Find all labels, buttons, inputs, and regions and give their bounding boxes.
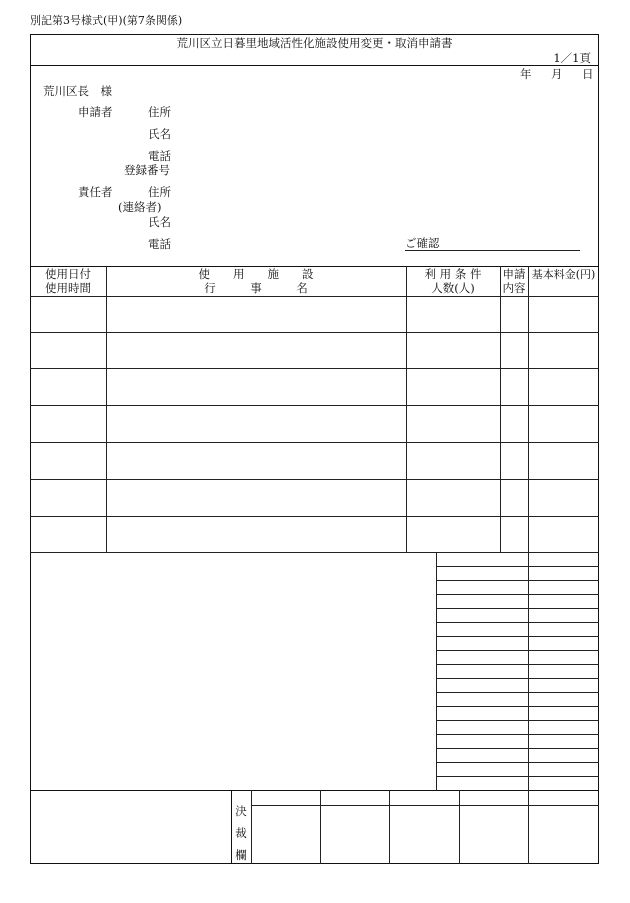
col-cond-header-1: 利 用 条 件 (424, 267, 482, 281)
row-line (30, 296, 599, 297)
col-facility-header-1: 使 用 施 設 (198, 267, 314, 281)
responsible-label: 責任者 (78, 185, 113, 199)
subtotal-row-line (436, 650, 599, 651)
col-fee-header: 基本料金(円) (531, 268, 596, 281)
date-label: 年 月 日 (520, 67, 598, 81)
col-cond-header-2: 人数(人) (431, 281, 475, 295)
col-line (106, 266, 107, 552)
subtotal-row-line (436, 664, 599, 665)
applicant-label: 申請者 (78, 105, 113, 119)
approval-label: 決 裁 欄 (235, 804, 247, 862)
confirm-underline (405, 250, 580, 251)
col-line (436, 552, 437, 790)
form-title: 荒川区立日暮里地域活性化施設使用変更・取消申請書 (176, 36, 453, 50)
confirm-label: ご確認 (405, 236, 440, 250)
row-line (30, 479, 599, 480)
page-number: 1／1頁 (553, 51, 591, 65)
applicant-name-label: 氏名 (148, 127, 171, 141)
responsible-address-label: 住所 (148, 185, 171, 199)
responsible-phone-label: 電話 (148, 237, 171, 251)
approval-divider (30, 790, 599, 791)
col-line (528, 266, 529, 790)
subtotal-row-line (436, 748, 599, 749)
applicant-address-label: 住所 (148, 105, 171, 119)
subtotal-row-line (436, 580, 599, 581)
col-date-header-2: 使用時間 (45, 281, 91, 295)
approval-left-border (231, 790, 232, 864)
approval-col-line (320, 790, 321, 864)
subtotal-row-line (436, 762, 599, 763)
approval-header-line (251, 805, 599, 806)
subtotal-row-line (436, 636, 599, 637)
subtotal-row-line (436, 776, 599, 777)
subtotal-row-line (436, 720, 599, 721)
col-line (406, 266, 407, 552)
subtotal-row-line (436, 734, 599, 735)
subtotal-row-line (436, 622, 599, 623)
row-line (30, 516, 599, 517)
subtotal-row-line (436, 566, 599, 567)
approval-label-border (251, 790, 252, 864)
col-request-header-2: 内容 (502, 281, 526, 295)
subtotal-row-line (436, 706, 599, 707)
row-line (30, 552, 599, 553)
approval-col-line (459, 790, 460, 864)
col-line (500, 266, 501, 552)
approval-col-line (528, 790, 529, 864)
applicant-phone-label: 電話 (148, 149, 171, 163)
col-date-header-1: 使用日付 (45, 267, 91, 281)
subtotal-row-line (436, 608, 599, 609)
responsible-sub-label: (連絡者) (118, 200, 162, 214)
col-request-header-1: 申請 (502, 267, 526, 281)
row-line (30, 368, 599, 369)
title-divider (30, 65, 599, 66)
row-line (30, 442, 599, 443)
form-frame (30, 34, 599, 864)
applicant-reg-no-label: 登録番号 (124, 163, 170, 177)
approval-col-line (389, 790, 390, 864)
form-label: 別記第3号様式(甲)(第7条関係) (30, 14, 183, 27)
col-facility-header-2: 行 事 名 (204, 281, 308, 295)
row-line (30, 332, 599, 333)
subtotal-row-line (436, 594, 599, 595)
subtotal-row-line (436, 678, 599, 679)
responsible-name-label: 氏名 (148, 215, 171, 229)
addressee: 荒川区長 様 (43, 84, 112, 98)
subtotal-row-line (436, 692, 599, 693)
row-line (30, 405, 599, 406)
